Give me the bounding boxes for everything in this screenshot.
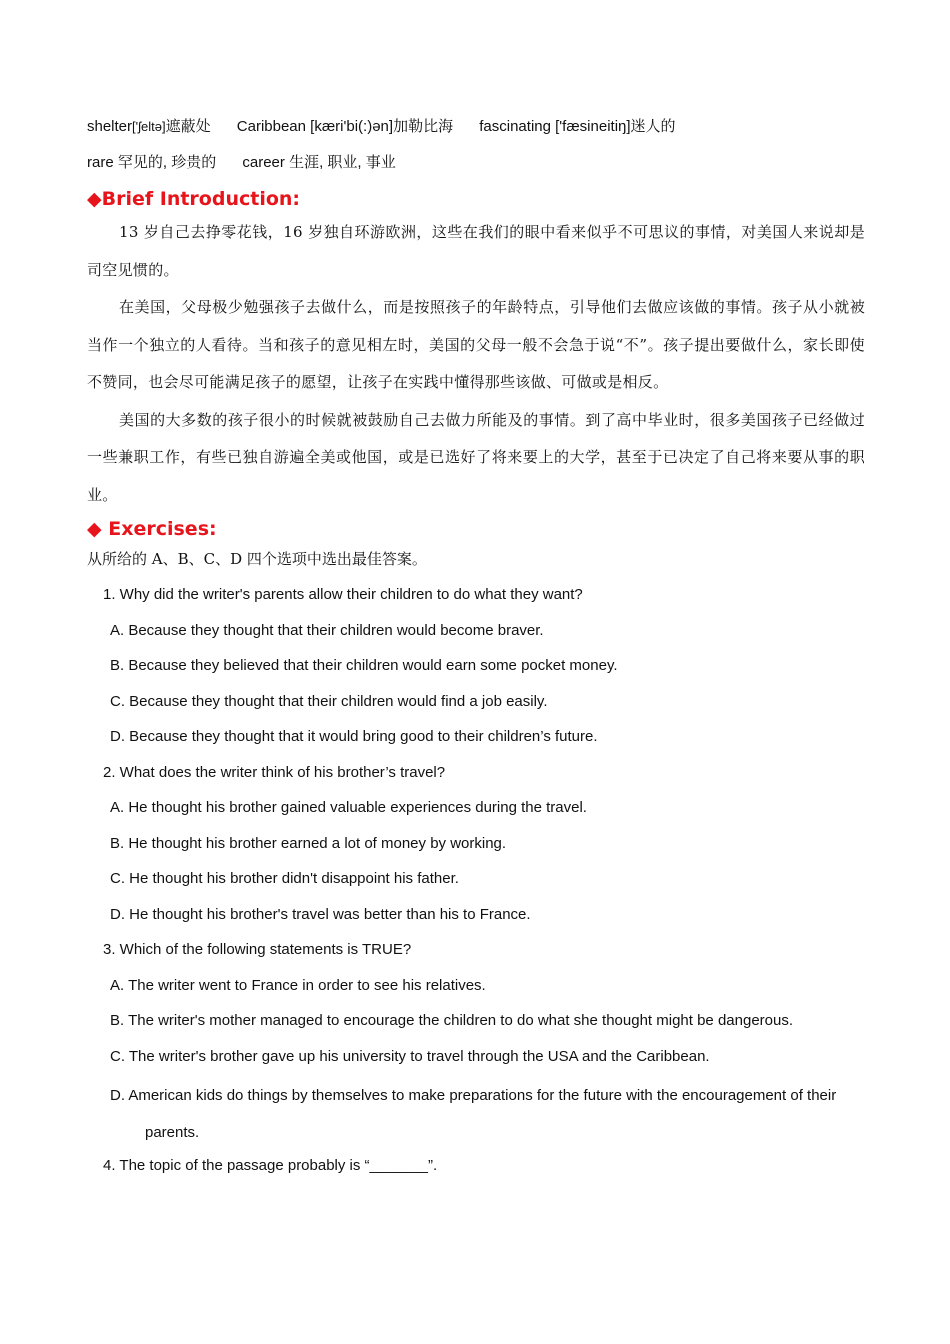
answer-option-continuation: parents. <box>145 1124 200 1141</box>
brief-introduction-heading: ◆Brief Introduction: <box>87 188 301 210</box>
vocab-meaning: 遮蔽处 <box>165 118 211 135</box>
vocab-meaning: 生涯, 职业, 事业 <box>284 154 396 171</box>
vocab-word: shelter <box>87 118 133 135</box>
vocab-ipa: ['ʃeltə] <box>132 119 166 134</box>
answer-option: D. Because they thought that it would bring good to their children’s future. <box>110 728 598 745</box>
vocab-meaning: 迷人的 <box>630 118 676 135</box>
intro-paragraph: 在美国，父母极少勉强孩子去做什么，而是按照孩子的年龄特点，引导他们去做应该做的事情。孩子从小就被当作一个独立的人看待。当和孩子的意见相左时，美国的父母一般不会急于说“不”。孩子提出要做什么，家长即使不赞同，也会尽可能满足孩子的愿望，让孩子在实践中懂得那些该做、可做或是相反。 <box>87 298 865 391</box>
question-stem: 4. The topic of the passage probably is “_______”. <box>103 1157 438 1174</box>
answer-option-line: D. American kids do things by themselves to make preparations for the future with the encouragement of their <box>110 1087 837 1104</box>
vocab-word: Caribbean <box>236 118 306 135</box>
exercise-instruction: 从所给的 A、B、C、D 四个选项中选出最佳答案。 <box>87 550 427 568</box>
answer-option: A. Because they thought that their children would become braver. <box>110 621 544 639</box>
answer-option: C. The writer's brother gave up his university to travel through the USA and the Caribbean. <box>110 1047 710 1065</box>
answer-option <box>87 1077 865 1151</box>
vocab-line-2 <box>87 148 865 184</box>
question-stem: 1. Why did the writer's parents allow their children to do what they want? <box>103 586 583 603</box>
intro-paragraph: 美国的大多数的孩子很小的时候就被鼓励自己去做力所能及的事情。到了高中毕业时，很多美国孩子已经做过一些兼职工作，有些已独自游遍全美或他国，或是已选好了将来要上的大学，甚至于已决定了自己将来要从事的职业。 <box>87 410 865 504</box>
intro-paragraph: 13 岁自己去挣零花钱，16 岁独自环游欧洲，这些在我们的眼中看来似乎不可思议的事情，对美国人来说却是司空见惯的。 <box>87 223 865 279</box>
vocab-meaning: 罕见的, 珍贵的 <box>113 154 217 171</box>
answer-option: B. He thought his brother earned a lot of money by working. <box>110 834 507 852</box>
answer-option: B. The writer's mother managed to encourage the children to do what she thought might be dangerous. <box>110 1012 794 1029</box>
vocab-meaning: 加勒比海 <box>393 118 454 135</box>
document-page <box>87 112 865 1187</box>
vocab-word: career <box>242 154 285 171</box>
vocab-word: rare <box>87 154 114 171</box>
vocab-word: fascinating <box>479 118 551 135</box>
answer-option: A. The writer went to France in order to see his relatives. <box>110 976 486 994</box>
vocab-line-1 <box>87 112 865 148</box>
answer-option: A. He thought his brother gained valuable experiences during the travel. <box>110 799 587 816</box>
answer-option: B. Because they believed that their children would earn some pocket money. <box>110 657 618 674</box>
vocab-ipa: ['fæsineitiŋ] <box>550 118 631 135</box>
answer-option: C. Because they thought that their children would find a job easily. <box>110 692 548 710</box>
question-stem: 2. What does the writer think of his brother’s travel? <box>103 763 446 781</box>
answer-option: C. He thought his brother didn't disappoint his father. <box>110 870 459 887</box>
exercises-heading: ◆ Exercises: <box>87 518 217 540</box>
answer-option: D. He thought his brother's travel was better than his to France. <box>110 905 531 923</box>
vocab-ipa: [kæri'bi(:)ən] <box>306 118 394 135</box>
question-stem: 3. Which of the following statements is TRUE? <box>103 941 412 958</box>
